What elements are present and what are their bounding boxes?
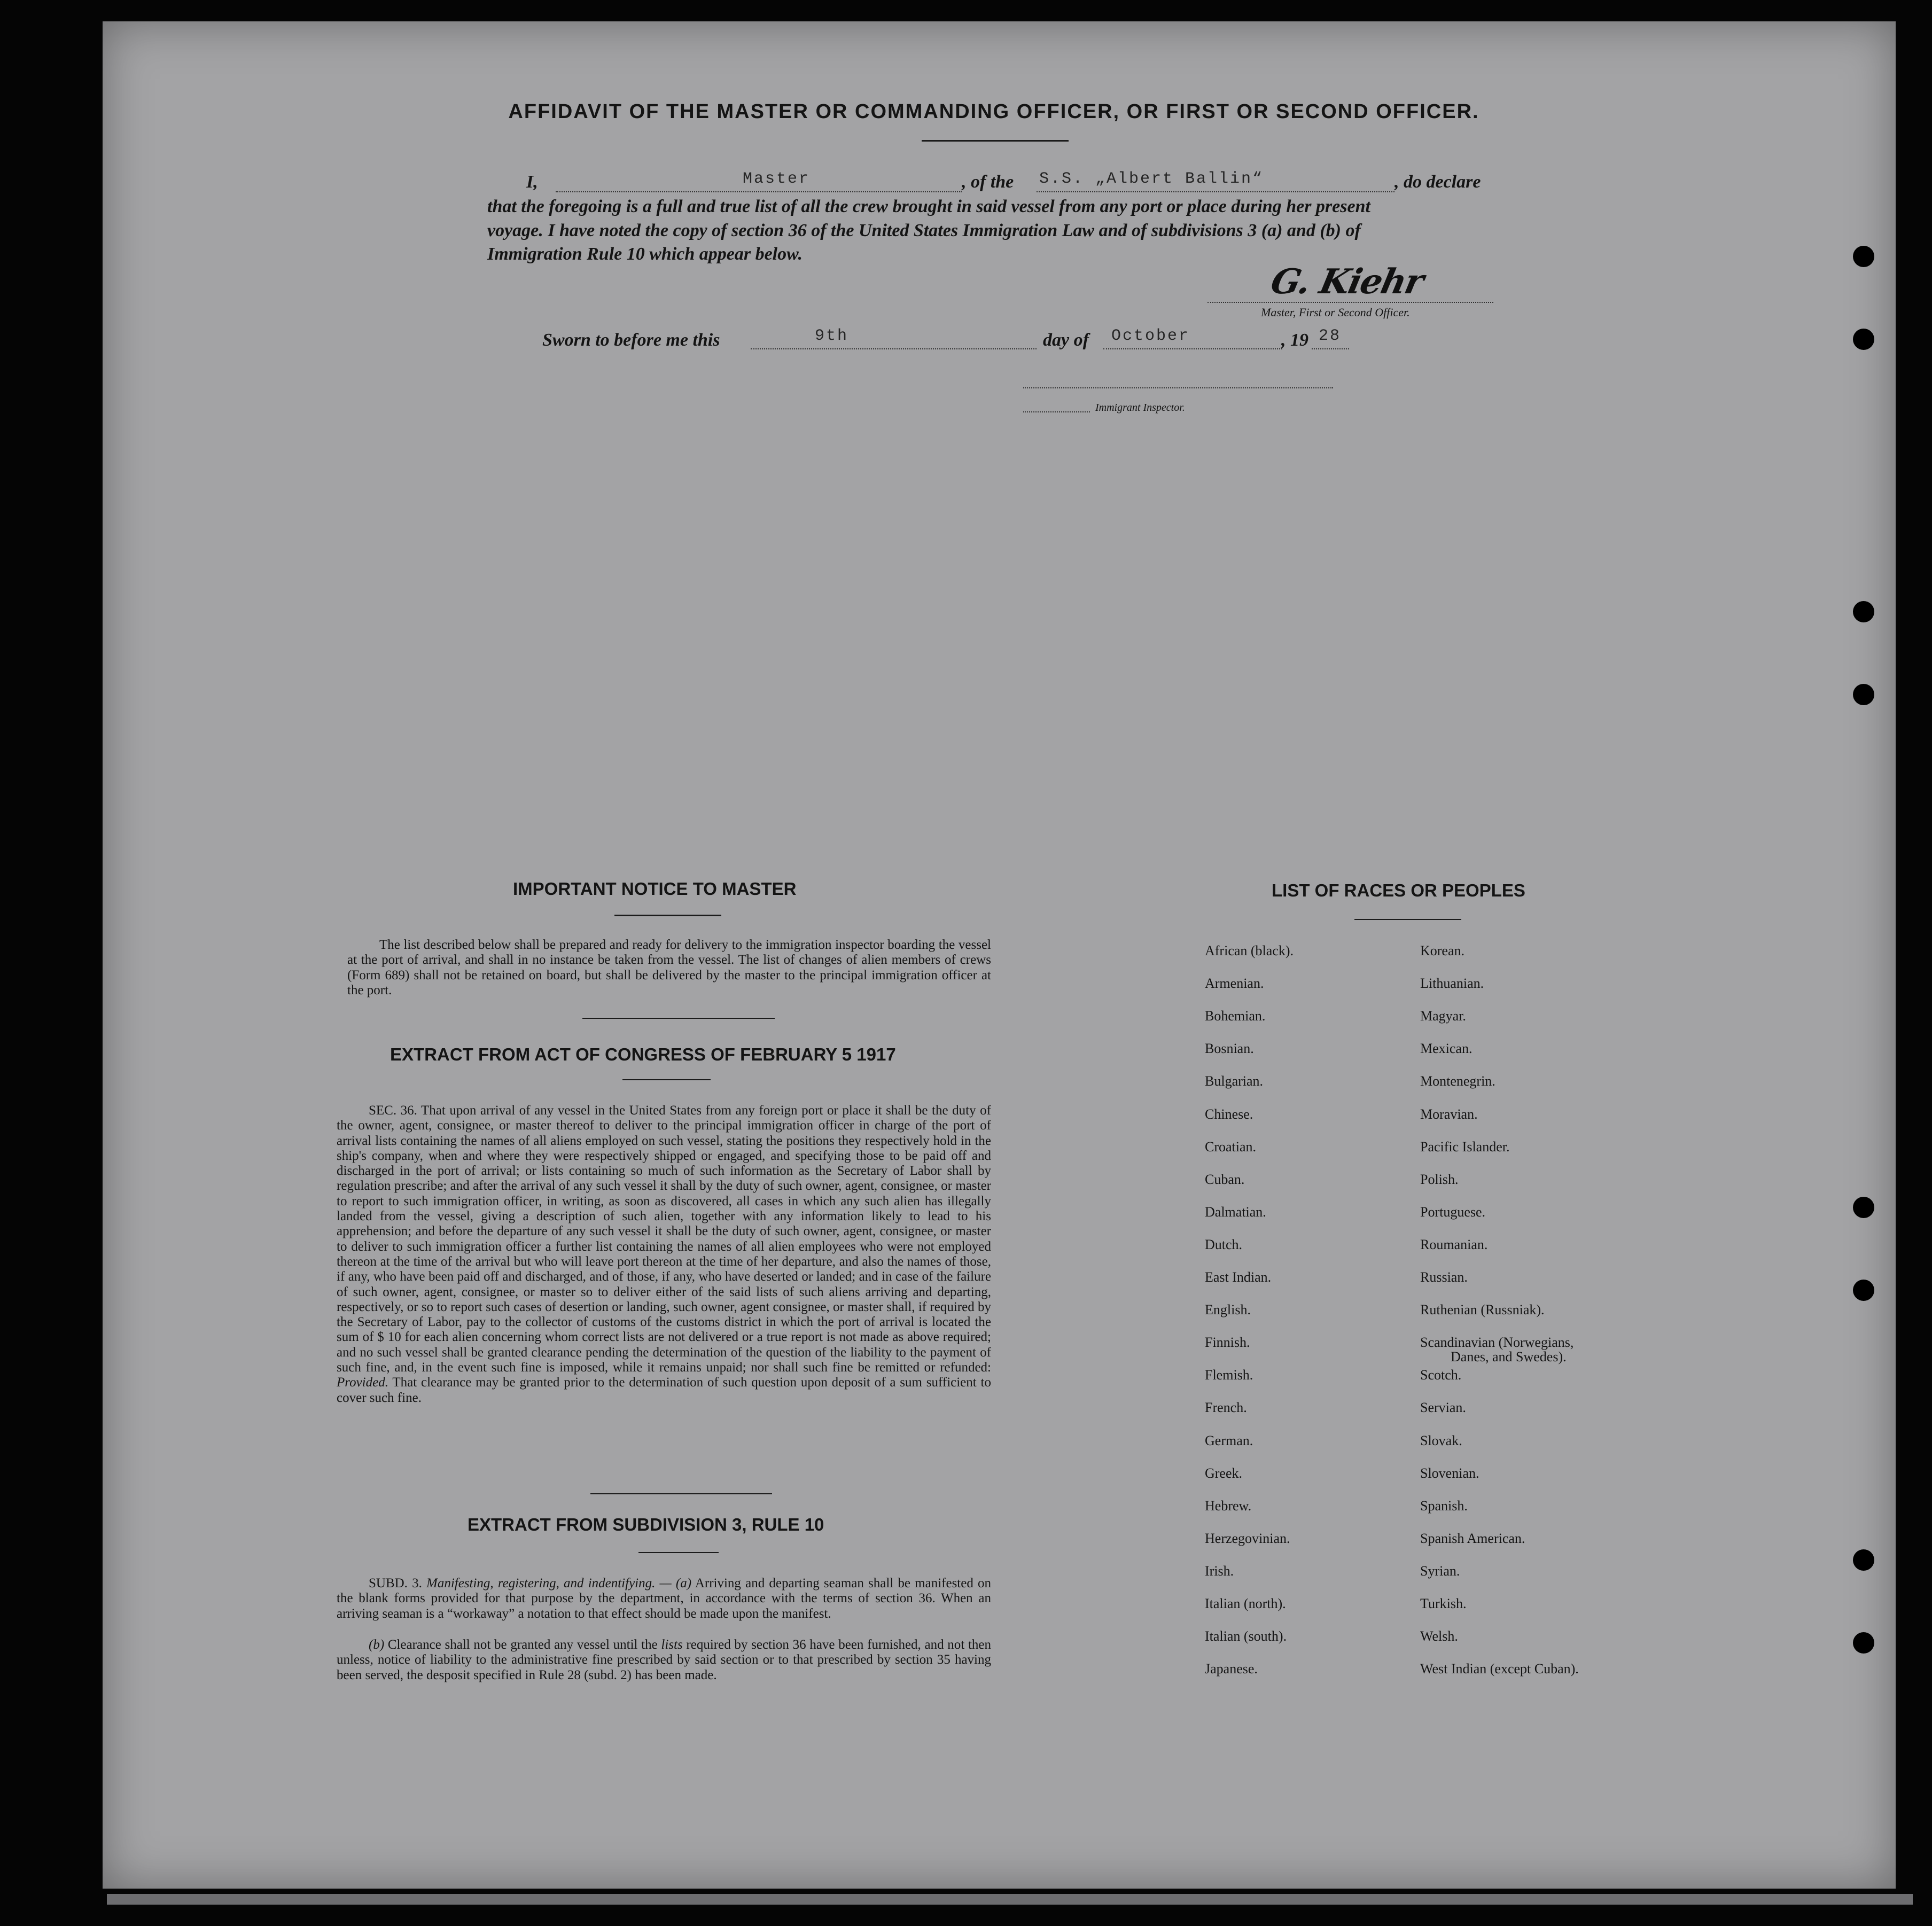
race-item-left-12: Finnish. [1205,1335,1250,1351]
races-divider [1354,919,1461,920]
race-item-left-11: English. [1205,1302,1251,1318]
race-item-right-2: Magyar. [1420,1008,1466,1024]
race-item-right-0: Korean. [1420,943,1465,958]
subd-heading: Manifesting, registering, and indentifying. — (a) [426,1576,692,1590]
sworn-day-line [751,348,1037,349]
race-item-left-1: Armenian. [1205,976,1264,992]
race-item-left-2: Bohemian. [1205,1008,1266,1024]
sworn-prefix: Sworn to before me this [542,330,720,350]
race-item-left-17: Hebrew. [1205,1498,1252,1514]
rule-para-b [337,1638,991,1683]
subd-label: SUBD. 3. [369,1576,426,1590]
race-item-left-13: Flemish. [1205,1367,1253,1383]
affidavit-line4: Immigration Rule 10 which appear below. [487,244,803,264]
race-item-left-14: French. [1205,1400,1247,1416]
inspector-signature-line [1023,387,1333,388]
inspector-dots [1023,411,1090,412]
master-value: Master [743,170,811,188]
para-b-body1: Clearance shall not be granted any vessel until the [384,1638,661,1652]
race-item-right-3: Mexican. [1420,1041,1473,1057]
races-title: LIST OF RACES OR PEOPLES [1272,880,1525,900]
act-text-main: SEC. 36. That upon arrival of any vessel in the United States from any foreign port or place it shall be the duty of the owner, agent, consignee, or master thereof to deliver to the principal immigration officer in charge of the port of arrival lists containing the names of all aliens employed on such vessel, stating the positions they respectively hold in the ship's company, when and where they were respectively shipped or engaged, and specifying those to be paid off and discharged in the port of arrival; or lists containing so much of such information as the Secretary of Labor shall by regulation prescribe; and after the arrival of any such vessel it shall by the duty of such owner, agent, consignee, or master to report to such immigration officer, in writing, as soon as discovered, all cases in which any such alien has illegally landed from the vessel, giving a description of such alien, together with any information likely to lead to his apprehension; and before the departure of any such vessel it shall be the duty of such owner, agent, consignee, or master to deliver to such immigration officer a further list containing the names of all alien employees who were not employed thereon at the time of the arrival but who will leave port thereon at the time of her departure, and also the names of those, if any, who have been paid off and discharged, and of those, if any, who have deserted or landed; and in case of the failure of such owner, agent, consignee, or master so to deliver either of the said lists of such aliens arriving and departing, respectively, or so to report such cases of desertion or landing, such owner, agent consignee, or master shall, if required by the Secretary of Labor, pay to the collector of customs of the customs district in which the port of arrival is located the sum of $ 10 for each alien concerning whom correct lists are not delivered or a true report is not made as above required; and no such vessel shall be granted clearance pending the determination of the question of the liability to the payment of such fine, and, in the event such fine is imposed, while it remains unpaid; nor shall such fine be remitted or refunded: [337,1103,991,1375]
sworn-day: 9th [815,327,849,345]
race-item-right-4: Montenegrin. [1420,1073,1495,1089]
affidavit-line1-mid: , of the [962,172,1014,192]
binder-hole [1853,1280,1874,1301]
affidavit-line2: that the foregoing is a full and true list of all the crew brought in said vessel from any port or place during her present [487,197,1370,216]
para-b-body2: required by section 36 have been furnished, and not then unless, notice of liability to the administrative fine prescribed by said section or to that prescribed by section 35 having been served, the desposit specified in Rule 28 (subd. 2) has been made. [337,1638,991,1682]
notice-divider [614,915,721,916]
race-item-right-1: Lithuanian. [1420,976,1484,992]
binder-hole [1853,1632,1874,1654]
year-prefix: , 19 [1281,330,1308,350]
notice-title: IMPORTANT NOTICE TO MASTER [513,879,797,899]
binder-hole [1853,601,1874,622]
lists-word: lists [661,1638,683,1652]
affidavit-line1-suffix: , do declare [1395,172,1481,192]
race-item-left-20: Italian (north). [1205,1596,1286,1611]
provided-word: Provided. [337,1375,388,1390]
signature-line [1208,302,1493,303]
binder-hole [1853,1549,1874,1571]
race-item-right-18: Spanish American. [1420,1530,1525,1546]
binder-hole [1853,246,1874,267]
title-divider [922,140,1069,142]
act-divider [622,1079,711,1080]
race-item-right-10: Russian. [1420,1269,1468,1285]
race-item-right-7: Polish. [1420,1171,1459,1187]
page-edge [107,1894,1913,1905]
signature-caption: Master, First or Second Officer. [1261,306,1410,319]
race-item-right-21: Welsh. [1420,1628,1458,1644]
rule-title: EXTRACT FROM SUBDIVISION 3, RULE 10 [468,1515,824,1534]
race-item-right-5: Moravian. [1420,1106,1478,1122]
race-item-right-15: Slovak. [1420,1432,1462,1448]
ship-value: S.S. „Albert Ballin“ [1039,170,1264,188]
race-item-right-8: Portuguese. [1420,1204,1486,1220]
race-item-left-7: Cuban. [1205,1171,1245,1187]
race-item-left-8: Dalmatian. [1205,1204,1266,1220]
race-item-left-0: African (black). [1205,943,1294,958]
inspector-caption: Immigrant Inspector. [1095,402,1185,414]
para-a-body: Arriving and departing seaman shall be manifested on the blank forms provided for that purpose by the department, in accordance with the terms of section 36. When an arriving seaman is a “workaway” a notation to that effect should be made upon the manifest. [337,1576,991,1621]
race-item-right-16: Slovenian. [1420,1465,1479,1481]
race-item-right-13: Scotch. [1420,1367,1462,1383]
race-item-left-21: Italian (south). [1205,1628,1287,1644]
race-item-left-15: German. [1205,1432,1253,1448]
race-item-left-16: Greek. [1205,1465,1243,1481]
race-item-left-10: East Indian. [1205,1269,1272,1285]
master-signature: G. Kiehr [1267,262,1427,302]
para-b-label: (b) [369,1638,385,1652]
act-sec36-text [337,1103,991,1406]
act-end-divider [590,1493,772,1494]
notice-text: The list described below shall be prepared and ready for delivery to the immigration inspector boarding the vessel at the port of arrival, and shall in no instance be taken from the vessel. The list of changes of alien members of crews (Form 689) shall not be retained on board, but shall be delivered by the master to the principal immigration officer at the port. [347,938,991,997]
race-item-right-12: Scandinavian (Norwegians, [1420,1335,1574,1351]
race-item-right-6: Pacific Islander. [1420,1139,1510,1155]
binder-hole [1853,329,1874,350]
rule-divider [638,1552,719,1553]
binder-hole [1853,684,1874,705]
race-item-left-6: Croatian. [1205,1139,1257,1155]
race-item-right-14: Servian. [1420,1400,1466,1416]
act-text-tail: That clearance may be granted prior to the determination of such question upon deposit of a sum sufficient to cover such fine. [337,1375,991,1405]
sworn-month: October [1111,327,1190,345]
notice-end-divider [582,1018,775,1019]
race-item-right-9: Roumanian. [1420,1236,1488,1252]
affidavit-title: AFFIDAVIT OF THE MASTER OR COMMANDING OFFICER, OR FIRST OR SECOND OFFICER. [508,100,1479,123]
race-item-left-19: Irish. [1205,1563,1234,1579]
race-item-right-22: West Indian (except Cuban). [1420,1661,1579,1677]
race-item-left-4: Bulgarian. [1205,1073,1264,1089]
affidavit-line3: voyage. I have noted the copy of section 36 of the United States Immigration Law and of subdivisions 3 (a) and (b) of [487,221,1361,240]
binder-hole [1853,1197,1874,1218]
sworn-month-line [1103,348,1282,349]
affidavit-line1-prefix: I, [526,172,538,192]
race-item-left-3: Bosnian. [1205,1041,1254,1057]
act-title: EXTRACT FROM ACT OF CONGRESS OF FEBRUARY 5 1917 [390,1044,896,1064]
race-item-left-22: Japanese. [1205,1661,1258,1677]
race-item-right-20: Turkish. [1420,1596,1467,1611]
race-scandinavian-continued: Danes, and Swedes). [1451,1349,1567,1364]
ship-field-line [1037,191,1395,192]
race-item-right-11: Ruthenian (Russniak). [1420,1302,1545,1318]
race-item-right-19: Syrian. [1420,1563,1460,1579]
race-item-right-17: Spanish. [1420,1498,1468,1514]
day-of-label: day of [1043,330,1089,350]
sworn-year: 28 [1319,327,1342,345]
race-item-left-18: Herzegovinian. [1205,1530,1290,1546]
master-field-line [556,191,962,192]
rule-para-a [337,1576,991,1621]
race-item-left-5: Chinese. [1205,1106,1253,1122]
sworn-year-line [1312,348,1349,349]
race-item-left-9: Dutch. [1205,1236,1243,1252]
